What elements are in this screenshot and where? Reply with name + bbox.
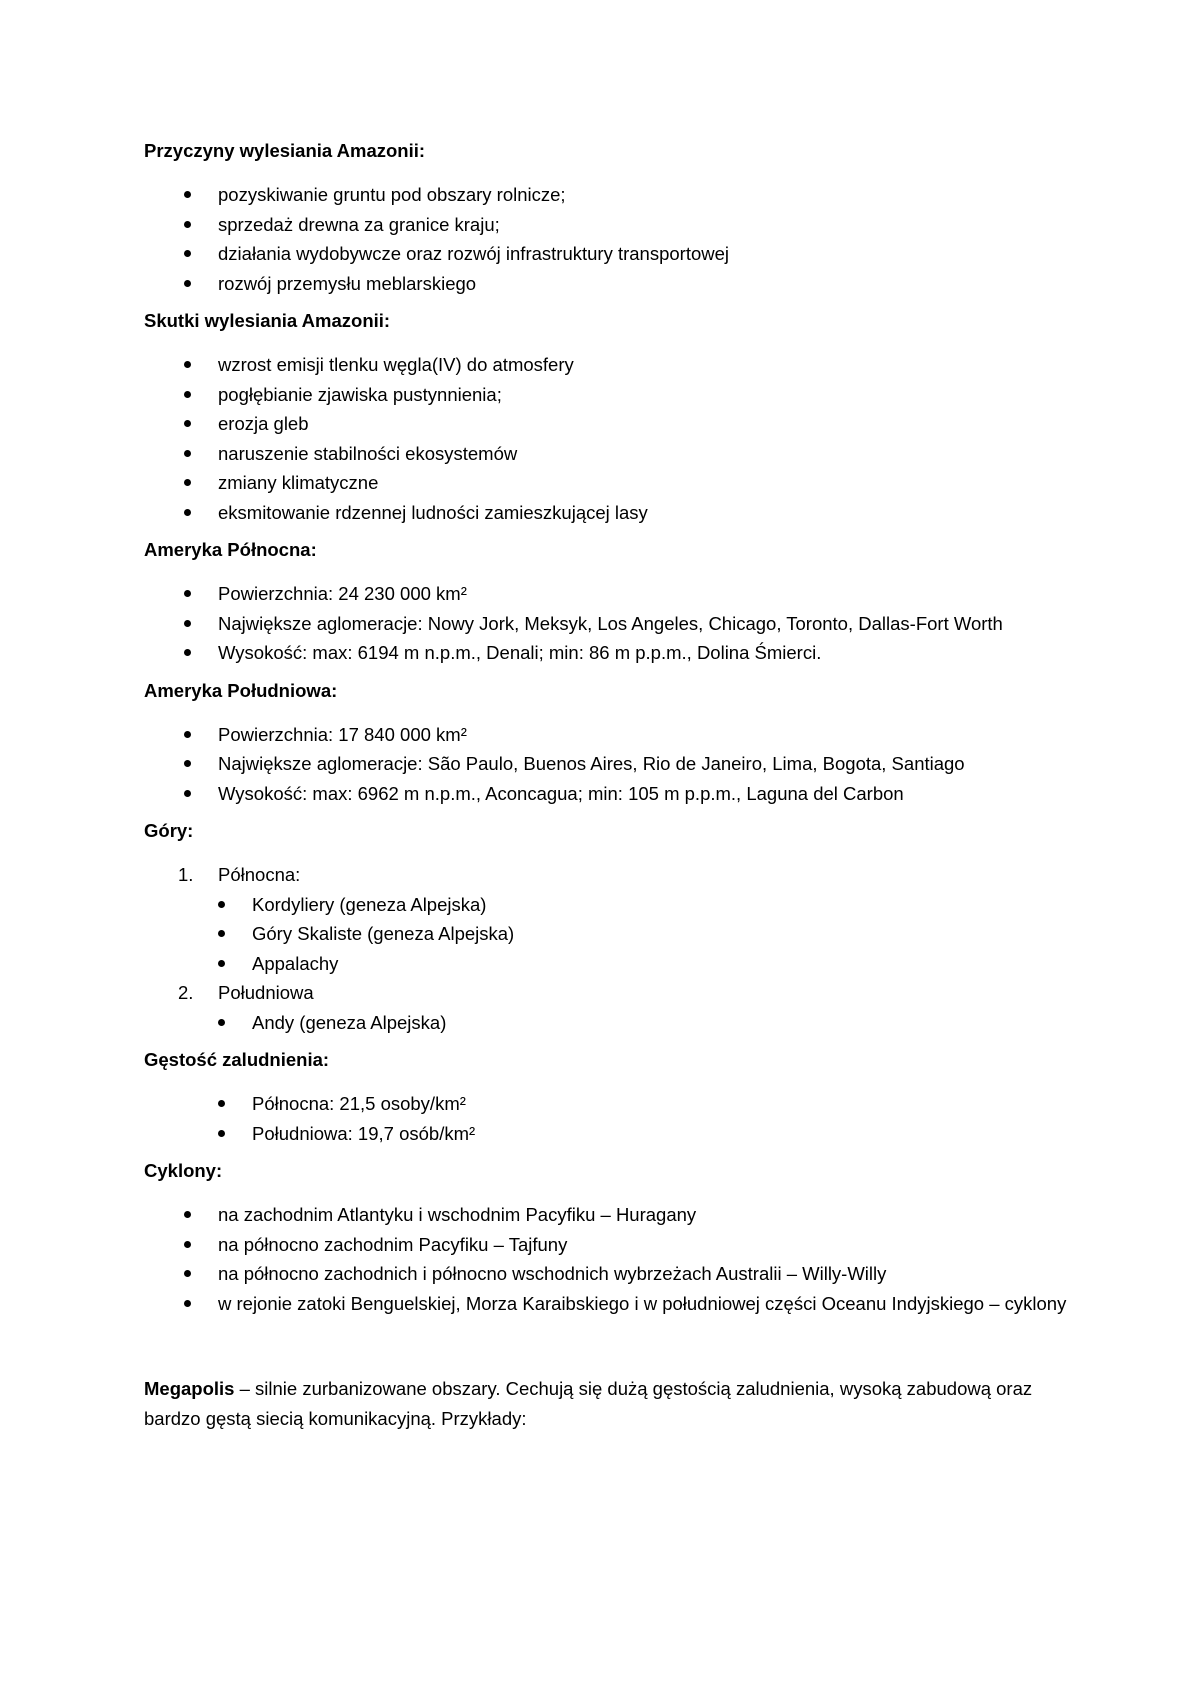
sublist-south-mountains — [144, 1008, 1084, 1038]
list-cyclones — [144, 1200, 1084, 1318]
list-item: pozyskiwanie gruntu pod obszary rolnicze; — [144, 180, 1084, 210]
heading-causes: Przyczyny wylesiania Amazonii: — [144, 140, 426, 161]
list-mountains — [144, 860, 1084, 890]
list-item: Kordyliery (geneza Alpejska) — [144, 890, 1084, 920]
list-item-label: Południowa — [218, 982, 314, 1003]
megapolis-paragraph — [144, 1374, 1084, 1434]
section-mountains — [144, 816, 1084, 1037]
list-number: 2. — [178, 982, 194, 1003]
document-page — [144, 136, 1084, 1453]
section-density — [144, 1045, 1084, 1148]
heading-north-america: Ameryka Północna: — [144, 539, 317, 560]
heading-density: Gęstość zaludnienia: — [144, 1049, 330, 1070]
list-number: 1. — [178, 864, 194, 885]
list-item: naruszenie stabilności ekosystemów — [144, 439, 1084, 469]
section-north-america — [144, 535, 1084, 668]
list-item: na północno zachodnich i północno wschodnich wybrzeżach Australii – Willy-Willy — [144, 1259, 1084, 1289]
list-item: erozja gleb — [144, 409, 1084, 439]
list-item: Największe aglomeracje: São Paulo, Buenos Aires, Rio de Janeiro, Lima, Bogota, Santiago — [144, 749, 1084, 779]
list-item: pogłębianie zjawiska pustynnienia; — [144, 380, 1084, 410]
list-effects — [144, 350, 1084, 527]
section-causes — [144, 136, 1084, 298]
heading-effects: Skutki wylesiania Amazonii: — [144, 310, 391, 331]
list-item: Andy (geneza Alpejska) — [144, 1008, 1084, 1038]
list-item: eksmitowanie rdzennej ludności zamieszkującej lasy — [144, 498, 1084, 528]
list-item: rozwój przemysłu meblarskiego — [144, 269, 1084, 299]
heading-south-america: Ameryka Południowa: — [144, 679, 338, 701]
heading-cyclones: Cyklony: — [144, 1160, 223, 1181]
list-causes — [144, 180, 1084, 298]
heading-mountains: Góry: — [144, 820, 194, 841]
list-item: Wysokość: max: 6194 m n.p.m., Denali; min: 86 m p.p.m., Dolina Śmierci. — [144, 638, 1084, 668]
list-item: w rejonie zatoki Benguelskiej, Morza Karaibskiego i w południowej części Oceanu Indyjskiego – cyklony — [144, 1289, 1084, 1319]
section-cyclones — [144, 1156, 1084, 1318]
section-effects — [144, 306, 1084, 527]
list-south-america — [144, 720, 1084, 809]
list-item: Góry Skaliste (geneza Alpejska) — [144, 919, 1084, 949]
list-item: Powierzchnia: 24 230 000 km² — [144, 579, 1084, 609]
sublist-north-mountains — [144, 890, 1084, 979]
list-item: Północna: 21,5 osoby/km² — [144, 1089, 1084, 1119]
section-south-america — [144, 676, 1084, 809]
list-item: na zachodnim Atlantyku i wschodnim Pacyfiku – Huragany — [144, 1200, 1084, 1230]
list-mountains-2 — [144, 978, 1084, 1008]
list-item-label: Północna: — [218, 864, 301, 885]
list-item: sprzedaż drewna za granice kraju; — [144, 210, 1084, 240]
megapolis-term: Megapolis — [144, 1378, 235, 1399]
list-item: Największe aglomeracje: Nowy Jork, Meksyk, Los Angeles, Chicago, Toronto, Dallas-Fort Worth — [144, 609, 1084, 639]
list-density — [144, 1089, 1084, 1148]
list-item-numbered — [144, 860, 1084, 890]
list-item: zmiany klimatyczne — [144, 468, 1084, 498]
list-item-numbered — [144, 978, 1084, 1008]
list-item: Wysokość: max: 6962 m n.p.m., Aconcagua; min: 105 m p.p.m., Laguna del Carbon — [144, 779, 1084, 809]
megapolis-text: – silnie zurbanizowane obszary. Cechują się dużą gęstością zaludnienia, wysoką zabudową oraz bardzo gęstą siecią komunikacyjną. Przykłady: — [144, 1378, 1033, 1429]
list-item: Powierzchnia: 17 840 000 km² — [144, 720, 1084, 750]
list-item: wzrost emisji tlenku węgla(IV) do atmosfery — [144, 350, 1084, 380]
list-item: na północno zachodnim Pacyfiku – Tajfuny — [144, 1230, 1084, 1260]
list-item: Południowa: 19,7 osób/km² — [144, 1119, 1084, 1149]
list-north-america — [144, 579, 1084, 668]
list-item: działania wydobywcze oraz rozwój infrastruktury transportowej — [144, 239, 1084, 269]
list-item: Appalachy — [144, 949, 1084, 979]
